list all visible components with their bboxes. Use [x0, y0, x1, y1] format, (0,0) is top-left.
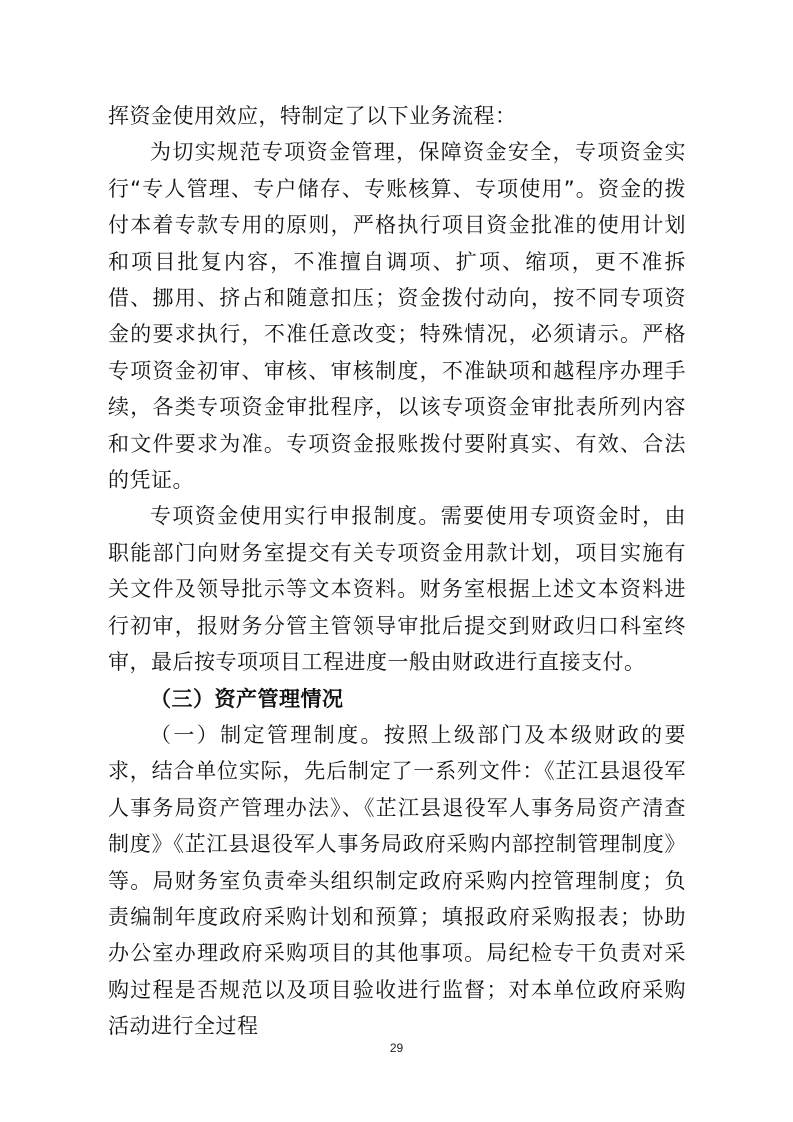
page-number: 29 — [389, 1041, 404, 1055]
section-heading-asset-management: （三）资产管理情况 — [150, 686, 344, 711]
document-body — [108, 98, 686, 1045]
paragraph-management-system: （一）制定管理制度。按照上级部门及本级财政的要求，结合单位实际，先后制定了一系列文件：《芷江县退役军人事务局资产管理办法》、《芷江县退役军人事务局资产清查制度》《芷江县退役军人事务局政府采购内部控制管理制度》等。局财务室负责牵头组织制定政府采购内控管理制度；负责编制年度政府采购计划和预算；填报政府采购报表；协助办公室办理政府采购项目的其他事项。局纪检专干负责对采购过程是否规范以及项目验收进行监督；对本单位政府采购活动进行全过程 — [108, 722, 686, 1039]
paragraph-fund-management: 为切实规范专项资金管理，保障资金安全，专项资金实行“专人管理、专户储存、专账核算、专项使用”。资金的拨付本着专款专用的原则，严格执行项目资金批准的使用计划和项目批复内容，不准擅自调项、扩项、缩项，更不准拆借、挪用、挤占和随意扣压；资金拨付动向，按不同专项资金的要求执行，不准任意改变；特殊情况，必须请示。严格专项资金初审、审核、审核制度，不准缺项和越程序办理手续，各类专项资金审批程序，以该专项资金审批表所列内容和文件要求为准。专项资金报账拨付要附真实、有效、合法的凭证。 — [108, 140, 686, 493]
paragraph-continuation: 挥资金使用效应，特制定了以下业务流程： — [108, 104, 517, 128]
paragraph-fund-application: 专项资金使用实行申报制度。需要使用专项资金时，由职能部门向财务室提交有关专项资金用款计划，项目实施有关文件及领导批示等文本资料。财务室根据上述文本资料进行初审，报财务分管主管领导审批后提交到财政归口科室终审，最后按专项项目工程进度一般由财政进行直接支付。 — [108, 504, 686, 675]
